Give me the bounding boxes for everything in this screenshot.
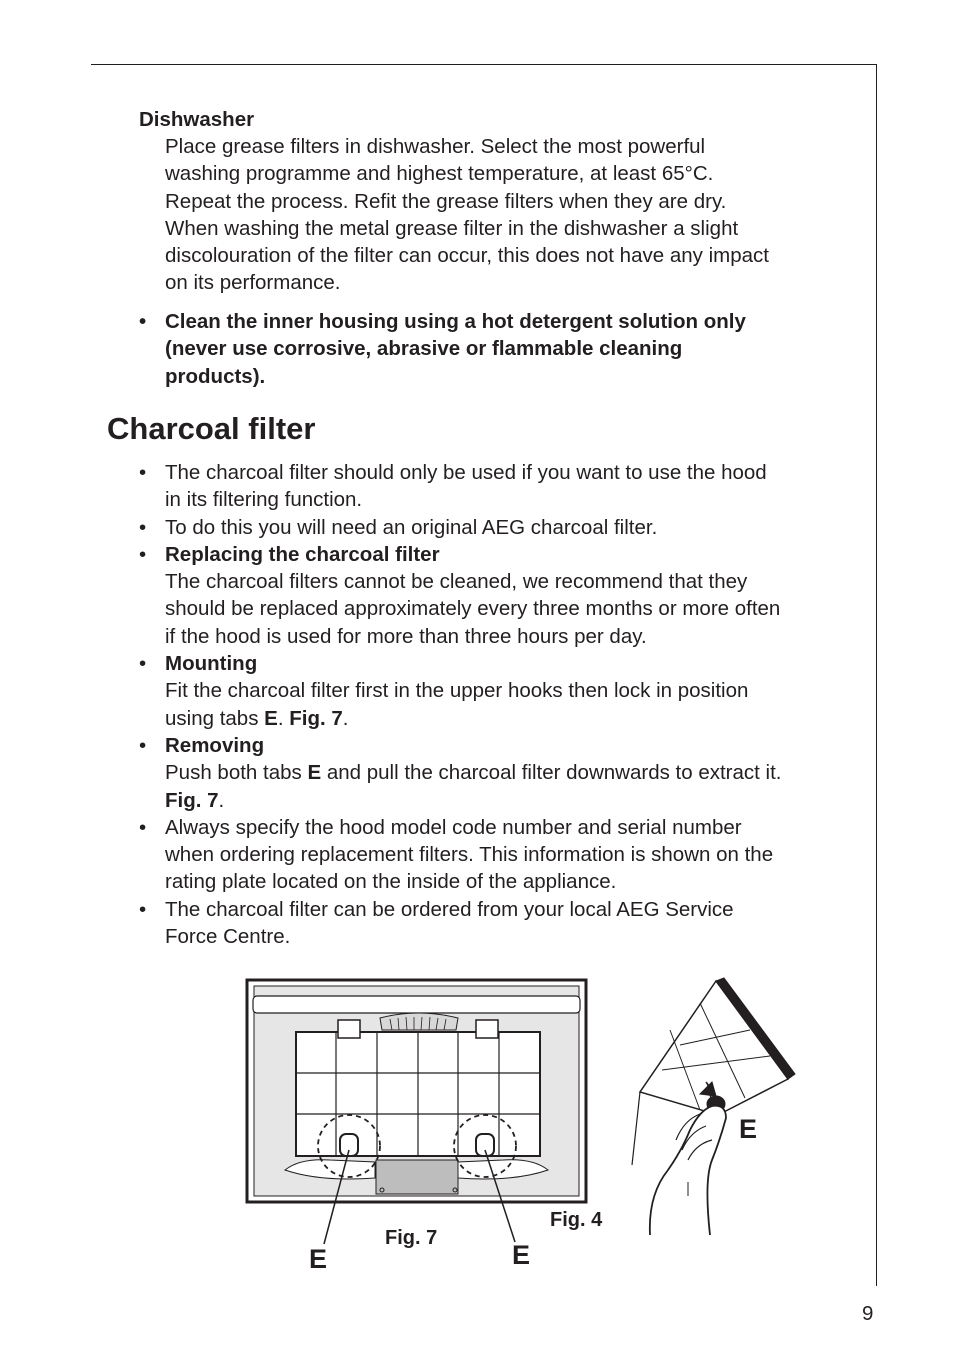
tab-ref: E [307, 761, 322, 785]
item-text: Push both tabs [165, 761, 308, 785]
item-text: The charcoal filters cannot be cleaned, we recommend that they should be replaced approximately every three months or more often if the hood is used for more than three hours per day. [165, 570, 781, 648]
bullet: • [139, 897, 147, 921]
item-text: . [277, 706, 290, 730]
dishwasher-heading: Dishwasher [139, 108, 255, 131]
callout-e-fig4: E [739, 1114, 758, 1144]
fig4-drawing [632, 978, 795, 1235]
fig-ref: Fig. 7 [289, 706, 343, 730]
housing-note: Clean the inner housing using a hot detergent solution only (never use corrosive, abrasive or flammable cleaning products). [165, 310, 746, 388]
callout-e-right: E [512, 1240, 531, 1270]
callout-e-left: E [309, 1244, 328, 1274]
bullet: • [139, 515, 147, 539]
tab-ref: E [264, 706, 278, 730]
item-text: The charcoal filter can be ordered from your local AEG Service Force Centre. [165, 897, 734, 949]
bullet: • [139, 542, 147, 566]
fig7-drawing [247, 980, 586, 1244]
item-text: The charcoal filter should only be used if you want to use the hood in its filtering function. [165, 461, 767, 512]
bullet: • [139, 310, 147, 333]
item-text: Always specify the hood model code number and serial number when ordering replacement filters. This information is shown on the rating plate located on the inside of the appliance. [165, 815, 774, 894]
bullet: • [139, 652, 147, 676]
item-text: Fit the charcoal filter first in the upper hooks then lock in position using tabs [165, 679, 749, 730]
item-heading: Mounting [165, 652, 258, 676]
fig-ref: Fig. 7 [165, 788, 219, 812]
bullet: • [139, 815, 147, 839]
page-number: 9 [862, 1302, 874, 1325]
item-text: . [218, 788, 225, 812]
item-heading: Removing [165, 733, 265, 757]
item-text: To do this you will need an original AEG charcoal filter. [165, 515, 658, 539]
item-heading: Replacing the charcoal filter [165, 542, 440, 566]
bullet: • [139, 733, 147, 757]
fig4-label: Fig. 4 [550, 1209, 603, 1231]
item-text: and pull the charcoal filter downwards to extract it. [326, 761, 782, 785]
fig7-label: Fig. 7 [385, 1227, 438, 1249]
dishwasher-body: Place grease filters in dishwasher. Select the most powerful washing programme and highest temperature, at least 65°C. Repeat the process. Refit the grease filters when they are dry. When washing the metal grease filter in the dishwasher a slight discolouration of the filter can occur, this does not have any impact on its performance. [165, 135, 769, 295]
bullet: • [139, 461, 147, 484]
item-text: . [342, 706, 349, 730]
section-title: Charcoal filter [107, 411, 316, 446]
